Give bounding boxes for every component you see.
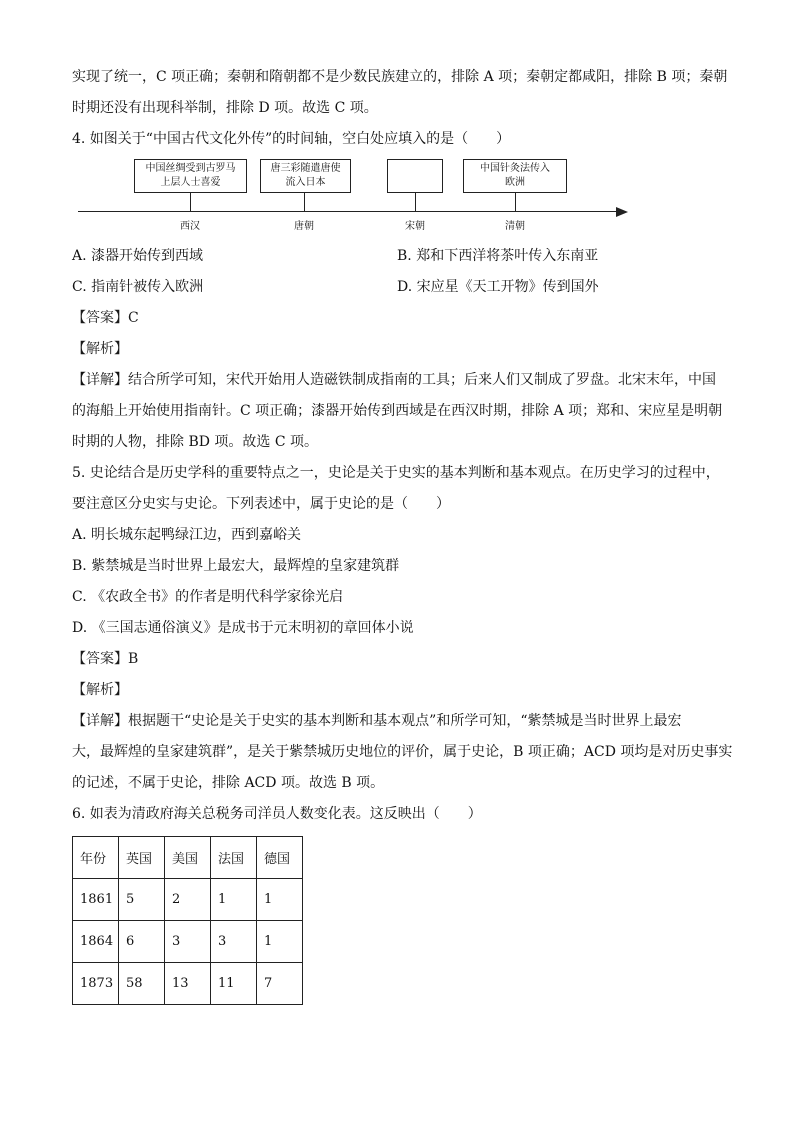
- q5-stem-2: 要注意区分史实与史论。下列表述中，属于史论的是（ ）: [72, 496, 450, 512]
- table-row: [73, 963, 303, 1005]
- table-cell: 11: [211, 963, 257, 1005]
- table-cell: 1: [257, 921, 303, 963]
- table-header-cell: 德国: [257, 837, 303, 879]
- q5-detail-2: 大，最辉煌的皇家建筑群”，是关于紫禁城历史地位的评价，属于史论，B 项正确；ACD 项均是对历史事实: [72, 744, 733, 760]
- intro-line-2: 时期还没有出现科举制，排除 D 项。故选 C 项。: [72, 100, 378, 116]
- timeline-label: 唐朝: [294, 221, 314, 232]
- q5-option-d: D. 《三国志通俗演义》是成书于元末明初的章回体小说: [72, 620, 414, 636]
- table-header-cell: 美国: [165, 837, 211, 879]
- table-cell: 7: [257, 963, 303, 1005]
- table-header-row: [73, 837, 303, 879]
- q4-answer: 【答案】C: [72, 310, 139, 326]
- table-cell: 2: [165, 879, 211, 921]
- q4-options-row-1: [72, 241, 722, 272]
- q4-option-c: C. 指南针被传入欧洲: [72, 279, 204, 295]
- timeline-label: 清朝: [505, 221, 525, 232]
- timeline-tick: [515, 193, 516, 211]
- q5-detail-3: 的记述，不属于史论，排除 ACD 项。故选 B 项。: [72, 775, 385, 791]
- intro-line-1: 实现了统一，C 项正确；秦朝和隋朝都不是少数民族建立的，排除 A 项；秦朝定都咸阳，排除 B 项；秦朝: [72, 69, 728, 85]
- q4-option-a: A. 漆器开始传到西域: [72, 248, 204, 264]
- q5-option-a: A. 明长城东起鸭绿江边，西到嘉峪关: [72, 527, 302, 543]
- table-cell: 5: [119, 879, 165, 921]
- q4-detail-1: 【详解】结合所学可知，宋代开始用人造磁铁制成指南的工具；后来人们又制成了罗盘。北宋末年，中国: [72, 372, 716, 388]
- table-cell: 13: [165, 963, 211, 1005]
- table-header-cell: 法国: [211, 837, 257, 879]
- table-row: [73, 921, 303, 963]
- q5-option-b: B. 紫禁城是当时世界上最宏大，最辉煌的皇家建筑群: [72, 558, 400, 574]
- q4-option-b: B. 郑和下西洋将茶叶传入东南亚: [397, 248, 599, 264]
- table-cell: 1873: [73, 963, 119, 1005]
- culture-timeline: [78, 159, 638, 239]
- q4-detail-3: 时期的人物，排除 BD 项。故选 C 项。: [72, 434, 319, 450]
- timeline-box-blank: [387, 159, 443, 193]
- table-cell: 1: [211, 879, 257, 921]
- timeline-box-acupuncture: 中国针灸法传入 欧洲: [463, 159, 567, 193]
- table-cell: 1: [257, 879, 303, 921]
- timeline-label: 西汉: [180, 221, 200, 232]
- table-cell: 3: [211, 921, 257, 963]
- arrow-right-icon: [616, 207, 628, 217]
- q6-stem: 6. 如表为清政府海关总税务司洋员人数变化表。这反映出（ ）: [72, 806, 482, 822]
- table-header-cell: 英国: [119, 837, 165, 879]
- timeline-box-silk: 中国丝绸受到古罗马 上层人士喜爱: [134, 159, 247, 193]
- timeline-box-tang: 唐三彩随遣唐使 流入日本: [260, 159, 351, 193]
- timeline-label: 宋朝: [405, 221, 425, 232]
- table-row: [73, 879, 303, 921]
- timeline-axis: [78, 211, 618, 212]
- table-header-cell: 年份: [73, 837, 119, 879]
- document-page: [72, 62, 733, 1005]
- timeline-tick: [190, 193, 191, 211]
- table-cell: 1864: [73, 921, 119, 963]
- q5-stem-1: 5. 史论结合是历史学科的重要特点之一，史论是关于史实的基本判断和基本观点。在历史学习的过程中，: [72, 465, 720, 481]
- staff-table: [72, 836, 303, 1005]
- q4-analysis-label: 【解析】: [72, 341, 128, 357]
- table-cell: 3: [165, 921, 211, 963]
- table-cell: 1861: [73, 879, 119, 921]
- q5-analysis-label: 【解析】: [72, 682, 128, 698]
- q4-options-row-2: [72, 272, 722, 303]
- q4-stem: 4. 如图关于“中国古代文化外传”的时间轴，空白处应填入的是（ ）: [72, 131, 511, 147]
- q4-option-d: D. 宋应星《天工开物》传到国外: [397, 279, 599, 295]
- timeline-tick: [415, 193, 416, 211]
- q5-option-c: C. 《农政全书》的作者是明代科学家徐光启: [72, 589, 344, 605]
- q4-detail-2: 的海船上开始使用指南针。C 项正确；漆器开始传到西域是在西汉时期，排除 A 项；郑和、宋应星是明朝: [72, 403, 723, 419]
- table-cell: 6: [119, 921, 165, 963]
- q5-detail-1: 【详解】根据题干“史论是关于史实的基本判断和基本观点”和所学可知，“紫禁城是当时世界上最宏: [72, 713, 682, 729]
- timeline-tick: [304, 193, 305, 211]
- table-cell: 58: [119, 963, 165, 1005]
- q5-answer: 【答案】B: [72, 651, 139, 667]
